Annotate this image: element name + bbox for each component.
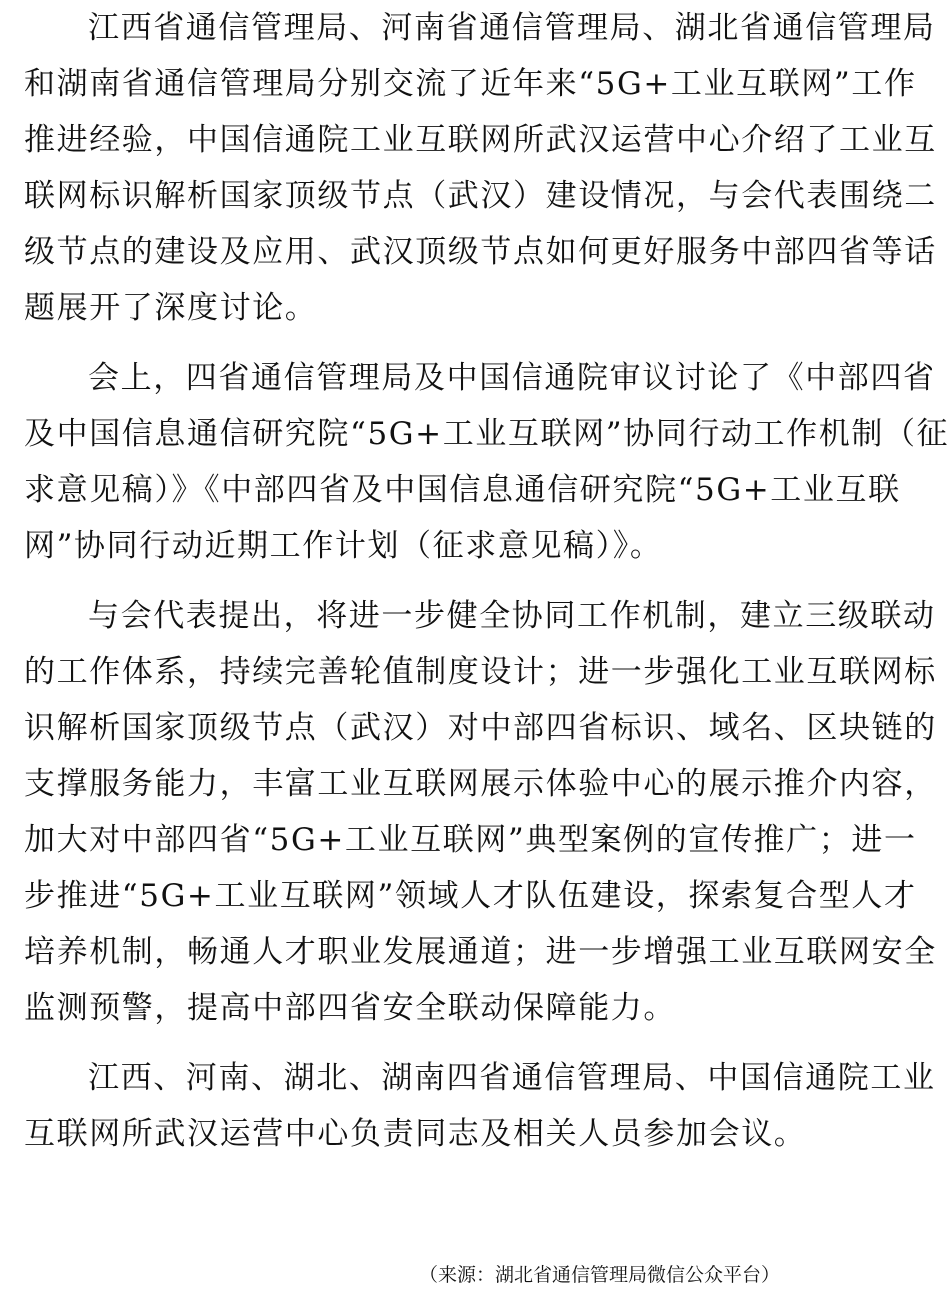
- text-line: 江西省通信管理局、河南省通信管理局、湖北省通信管理局: [88, 10, 936, 46]
- source-credit: （来源：湖北省通信管理局微信公众平台）: [418, 1264, 780, 1286]
- text-line: 和湖南省通信管理局分别交流了近年来“5G+工业互联网”工作: [24, 66, 917, 102]
- text-line: 培养机制，畅通人才职业发展通道；进一步增强工业互联网安全: [24, 934, 937, 970]
- text-line: 级节点的建设及应用、武汉顶级节点如何更好服务中部四省等话: [24, 234, 937, 270]
- text-line: 识解析国家顶级节点（武汉）对中部四省标识、域名、区块链的: [24, 710, 937, 746]
- text-line: 会上，四省通信管理局及中国信通院审议讨论了《中部四省: [88, 360, 936, 396]
- text-line: 及中国信息通信研究院“5G+工业互联网”协同行动工作机制（征: [24, 416, 949, 452]
- text-line: 加大对中部四省“5G+工业互联网”典型案例的宣传推广；进一: [24, 822, 917, 858]
- text-line: 支撑服务能力，丰富工业互联网展示体验中心的展示推介内容，: [24, 766, 937, 802]
- text-line: 网”协同行动近期工作计划（征求意见稿）》。: [24, 528, 663, 564]
- text-line: 推进经验，中国信通院工业互联网所武汉运营中心介绍了工业互: [24, 122, 937, 158]
- text-line: 互联网所武汉运营中心负责同志及相关人员参加会议。: [24, 1116, 807, 1152]
- text-line: 步推进“5G+工业互联网”领域人才队伍建设，探索复合型人才: [24, 878, 917, 914]
- paragraph: [24, 350, 949, 574]
- paragraph: [24, 1050, 936, 1162]
- text-line: 求意见稿）》《中部四省及中国信息通信研究院“5G+工业互联: [24, 472, 901, 508]
- text-line: 与会代表提出，将进一步健全协同工作机制，建立三级联动: [88, 598, 936, 634]
- paragraph: [24, 0, 937, 336]
- text-line: 监测预警，提高中部四省安全联动保障能力。: [24, 990, 676, 1026]
- text-line: 联网标识解析国家顶级节点（武汉）建设情况，与会代表围绕二: [24, 178, 937, 214]
- text-line: 的工作体系，持续完善轮值制度设计；进一步强化工业互联网标: [24, 654, 937, 690]
- text-line: 题展开了深度讨论。: [24, 290, 318, 326]
- paragraph: [24, 588, 937, 1036]
- text-line: 江西、河南、湖北、湖南四省通信管理局、中国信通院工业: [88, 1060, 936, 1096]
